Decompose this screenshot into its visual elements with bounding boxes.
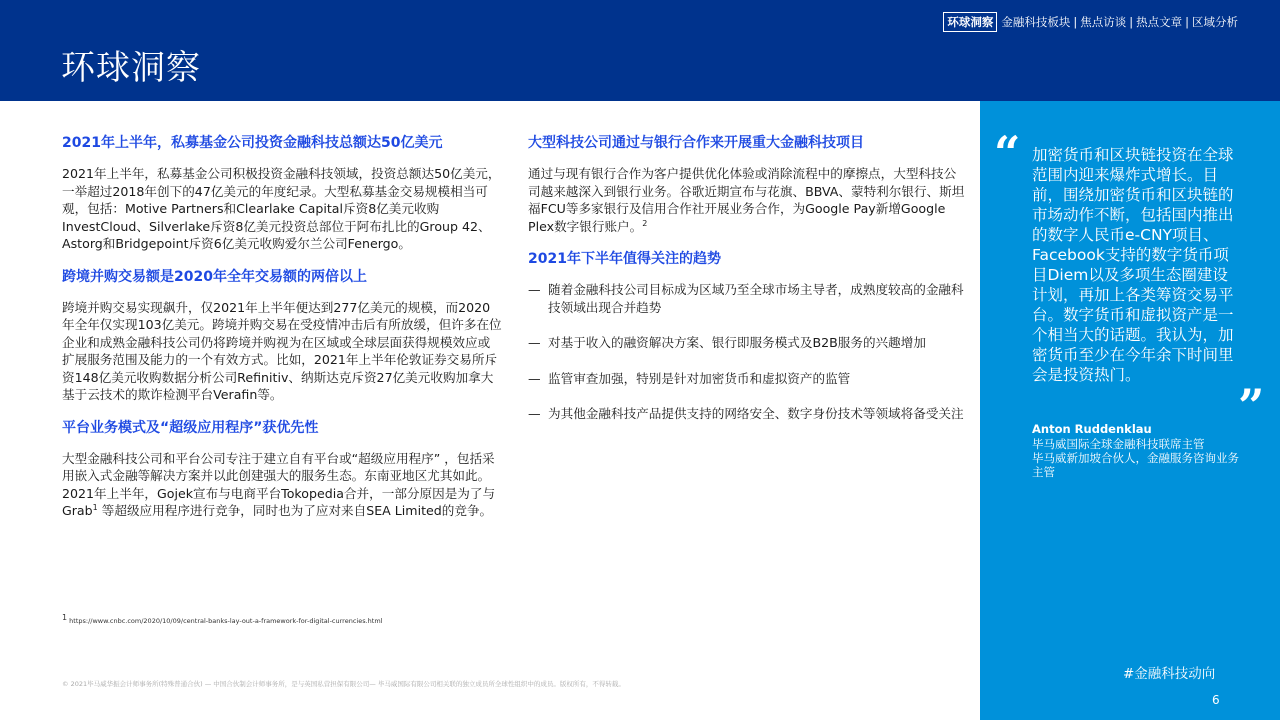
left-column	[62, 133, 502, 520]
section-body-super-apps: 大型金融科技公司和平台公司专注于建立自有平台或“超级应用程序” ，包括采用嵌入式金融等解决方案并以此创建强大的服务生态。东南亚地区尤其如此。2021年上半年，Gojek宣布与电商平台Tokopedia合并，一部分原因是为了与 Grab$^1$ 等超级应用程序进行竞争，同时也为了应对来自SEA Limited的竞争。	[62, 450, 496, 518]
dash-bullet: —	[528, 370, 541, 386]
section-title-cross-border-ma: 跨境并购交易额是2020年全年交易额的两倍以上	[62, 268, 367, 285]
header-bar	[0, 0, 1280, 101]
author-name: Anton Ruddenklau	[1032, 422, 1152, 436]
list-item: — 监管审查加强，特别是针对加密货币和虚拟资产的监管	[528, 370, 851, 386]
footnote	[62, 612, 383, 625]
trends-list	[528, 281, 968, 423]
nav-item-global-insights[interactable]: 环球洞察	[943, 12, 997, 32]
section-title-bigtech-banks: 大型科技公司通过与银行合作来开展重大金融科技项目	[528, 135, 864, 151]
nav-separator: |	[1073, 15, 1078, 29]
quote-sidebar	[980, 101, 1280, 720]
list-item: — 对基于收入的融资解决方案、银行即服务模式及B2B服务的兴趣增加	[528, 335, 926, 350]
nav-item-regional-analysis[interactable]: 区域分析	[1192, 15, 1238, 29]
quote-text: 加密货币和区块链投资在全球范围内迎来爆炸式增长。目前，围绕加密货币和区块链的市场动作不断，包括国内推出的数字人民币e-CNY项目、Facebook支持的数字货币项目Diem以及多项生态圈建设计划，再加上各类筹资交易平台。数字货币和虚拟资产是一个相当大的话题。我认为，加密货币至少在今年余下时间里会是投资热门。	[1032, 146, 1234, 384]
top-navigation	[943, 12, 1238, 32]
list-item: — 随着金融科技公司目标成为区域乃至全球市场主导者，成熟度较高的金融科技领域出现合并趋势	[528, 282, 964, 315]
section-body-pe-investment: 2021年上半年，私募基金公司积极投资金融科技领域，投资总额达50亿美元，一举超过2018年创下的47亿美元的年度纪录。大型私募基金交易规模相当可观，包括：Motive Partners和Clearlake Capital斥资8亿美元收购InvestCloud、Silverlake斥资8亿美元投资总部位于阿布扎比的Group 42、Astorg和Bridgepoint斥资6亿美元收购爱尔兰公司Fenergo。	[62, 166, 501, 251]
nav-item-hot-articles[interactable]: 热点文章	[1136, 15, 1183, 29]
section-title-pe-investment: 2021年上半年，私募基金公司投资金融科技总额达50亿美元	[62, 135, 443, 151]
footnote-ref-2[interactable]: 2	[642, 218, 648, 228]
close-quote-icon: ”	[1238, 379, 1265, 433]
hashtag-label[interactable]: #金融科技动向	[1123, 666, 1216, 682]
page-title: 环球洞察	[61, 48, 201, 88]
section-body-bigtech-banks: 通过与现有银行合作为客户提供优化体验或消除流程中的摩擦点，大型科技公司越来越深入到银行业务。谷歌近期宣布与花旗、BBVA、蒙特利尔银行、斯坦福FCU等多家银行及信用合作社开展业务合作，为Google Pay新增Google Plex数字银行账户。$^2$	[528, 166, 965, 234]
open-quote-icon: “	[994, 126, 1021, 180]
dash-bullet: —	[528, 406, 541, 421]
dash-bullet: —	[528, 282, 541, 297]
section-title-super-apps: 平台业务模式及“超级应用程序”获优先性	[62, 419, 319, 436]
section-body-cross-border-ma: 跨境并购交易实现飙升，仅2021年上半年便达到277亿美元的规模，而2020年全年仅实现103亿美元。跨境并购交易在受疫情冲击后有所放缓，但许多在位企业和成熟金融科技公司仍将跨境并购视为在区域或全球层面获得规模效应或扩展服务范围及能力的一个有效方式。比如，2021年上半年伦敦证券交易所斥资148亿美元收购数据分析公司Refinitiv、纳斯达克斥资27亿美元收购加拿大基于云技术的欺诈检测平台Verafin等。	[62, 299, 502, 402]
footnote-number: 1	[62, 612, 68, 622]
section-title-h2-trends: 2021年下半年值得关注的趋势	[528, 251, 721, 267]
list-item: — 为其他金融科技产品提供支持的网络安全、数字身份技术等领域将备受关注	[528, 406, 964, 421]
footnote-link[interactable]: https://www.cnbc.com/2020/10/09/central-banks-lay-out-a-framework-for-digital-currencies.html	[69, 617, 383, 625]
author-title: 毕马威国际全球金融科技联席主管 毕马威新加坡合伙人，金融服务咨询业务主管	[1032, 437, 1239, 479]
copyright-notice: © 2021毕马威华振会计师事务所(特殊普通合伙) — 中国合伙制会计师事务所，是与英国私营担保有限公司— 毕马威国际有限公司相关联的独立成员所全球性组织中的成员。版权所有，不得转载。	[62, 680, 625, 688]
nav-separator: |	[1185, 15, 1189, 29]
nav-separator: |	[1129, 15, 1134, 29]
nav-item-fintech-sector[interactable]: 金融科技板块	[1001, 15, 1071, 29]
nav-item-interviews[interactable]: 焦点访谈	[1080, 15, 1127, 29]
footnote-ref-1[interactable]: 1	[92, 502, 98, 512]
dash-bullet: —	[528, 335, 541, 350]
middle-column	[528, 133, 968, 441]
page-number: 6	[1212, 693, 1220, 707]
